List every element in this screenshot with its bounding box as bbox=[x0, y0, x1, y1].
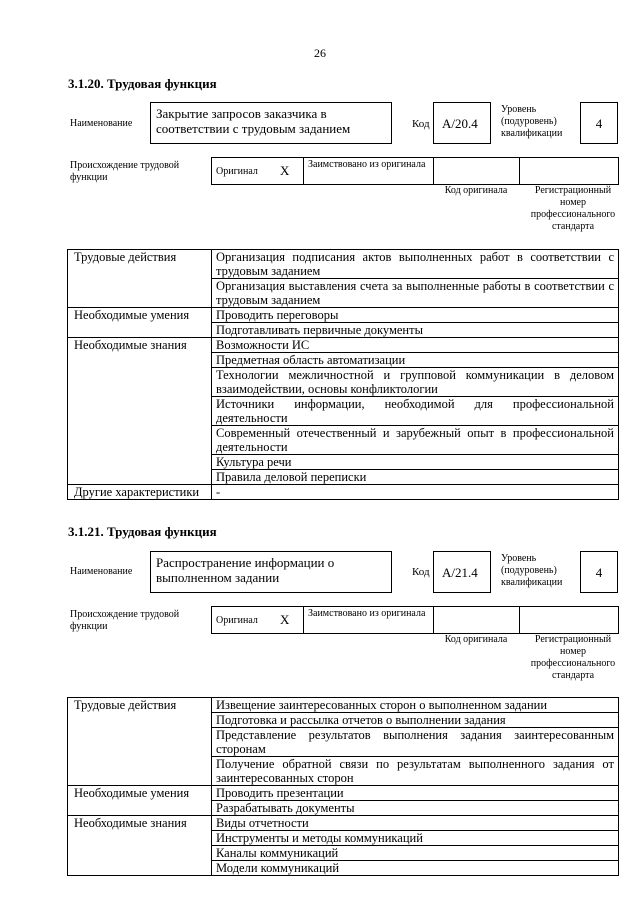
row-item: Проводить переговоры bbox=[212, 308, 619, 323]
row-item: Организация выставления счета за выполненные работы в соответствии с трудовым заданием bbox=[212, 279, 619, 308]
row-category: Необходимые знания bbox=[68, 338, 212, 485]
row-category: Необходимые знания bbox=[68, 816, 212, 876]
row-category: Необходимые умения bbox=[68, 308, 212, 338]
row-item: Представление результатов выполнения задания заинтересованным сторонам bbox=[212, 728, 619, 757]
row-item: Источники информации, необходимой для профессиональной деятельности bbox=[212, 397, 619, 426]
origin-label: Происхождение трудовой функции bbox=[70, 609, 180, 632]
row-category: Другие характеристики bbox=[68, 485, 212, 500]
row-item: Технологии межличностной и групповой коммуникации в деловом взаимодействии, основы конфликтологии bbox=[212, 368, 619, 397]
row-item: Культура речи bbox=[212, 455, 619, 470]
code-value-box: А/20.4 bbox=[433, 102, 491, 144]
table-row bbox=[68, 786, 619, 801]
code-label: Код bbox=[412, 118, 430, 130]
table-row bbox=[68, 308, 619, 323]
borrowed-label: Заимствовано из оригинала bbox=[308, 608, 426, 619]
table-row bbox=[68, 698, 619, 713]
code-original-label: Код оригинала bbox=[444, 185, 508, 196]
code-label: Код bbox=[412, 566, 430, 578]
table-row bbox=[68, 338, 619, 353]
details-table bbox=[67, 249, 619, 500]
original-label: Оригинал bbox=[216, 615, 258, 626]
table-row bbox=[68, 485, 619, 500]
original-mark: X bbox=[280, 163, 290, 178]
table-row bbox=[68, 816, 619, 831]
section-title: 3.1.20. Трудовая функция bbox=[68, 76, 217, 91]
row-item: Современный отечественный и зарубежный опыт в профессиональной деятельности bbox=[212, 426, 619, 455]
row-item: Модели коммуникаций bbox=[212, 861, 619, 876]
details-table bbox=[67, 697, 619, 876]
row-item: Извещение заинтересованных сторон о выполненном задании bbox=[212, 698, 619, 713]
level-value-box: 4 bbox=[580, 551, 618, 593]
reg-number-label: Регистрационный номер профессионального стандарта bbox=[530, 185, 616, 232]
row-category: Трудовые действия bbox=[68, 698, 212, 786]
row-item: Правила деловой переписки bbox=[212, 470, 619, 485]
code-original-label: Код оригинала bbox=[444, 634, 508, 645]
original-mark: X bbox=[280, 612, 290, 627]
row-item: Получение обратной связи по результатам выполненного задания от заинтересованных сторон bbox=[212, 757, 619, 786]
row-item: Подготовка и рассылка отчетов о выполнении задания bbox=[212, 713, 619, 728]
level-label: Уровень (подуровень) квалификации bbox=[501, 553, 563, 588]
level-label: Уровень (подуровень) квалификации bbox=[501, 104, 563, 139]
name-label: Наименование bbox=[70, 566, 133, 577]
borrowed-label: Заимствовано из оригинала bbox=[308, 159, 426, 170]
row-item: Предметная область автоматизации bbox=[212, 353, 619, 368]
table-row bbox=[68, 250, 619, 279]
name-label: Наименование bbox=[70, 118, 133, 129]
section-title: 3.1.21. Трудовая функция bbox=[68, 524, 217, 539]
name-value-box: Закрытие запросов заказчика в соответствии с трудовым заданием bbox=[150, 102, 392, 144]
row-item: Разрабатывать документы bbox=[212, 801, 619, 816]
page-number: 26 bbox=[314, 46, 326, 60]
name-value-box: Распространение информации о выполненном задании bbox=[150, 551, 392, 593]
row-item: Подготавливать первичные документы bbox=[212, 323, 619, 338]
row-category: Трудовые действия bbox=[68, 250, 212, 308]
origin-label: Происхождение трудовой функции bbox=[70, 160, 180, 183]
row-item: Инструменты и методы коммуникаций bbox=[212, 831, 619, 846]
row-item: Организация подписания актов выполненных работ в соответствии с трудовым заданием bbox=[212, 250, 619, 279]
code-value-box: А/21.4 bbox=[433, 551, 491, 593]
row-item: Виды отчетности bbox=[212, 816, 619, 831]
row-item: Возможности ИС bbox=[212, 338, 619, 353]
original-label: Оригинал bbox=[216, 166, 258, 177]
row-item: - bbox=[212, 485, 619, 500]
row-item: Каналы коммуникаций bbox=[212, 846, 619, 861]
row-item: Проводить презентации bbox=[212, 786, 619, 801]
reg-number-label: Регистрационный номер профессионального стандарта bbox=[530, 634, 616, 681]
row-category: Необходимые умения bbox=[68, 786, 212, 816]
level-value-box: 4 bbox=[580, 102, 618, 144]
